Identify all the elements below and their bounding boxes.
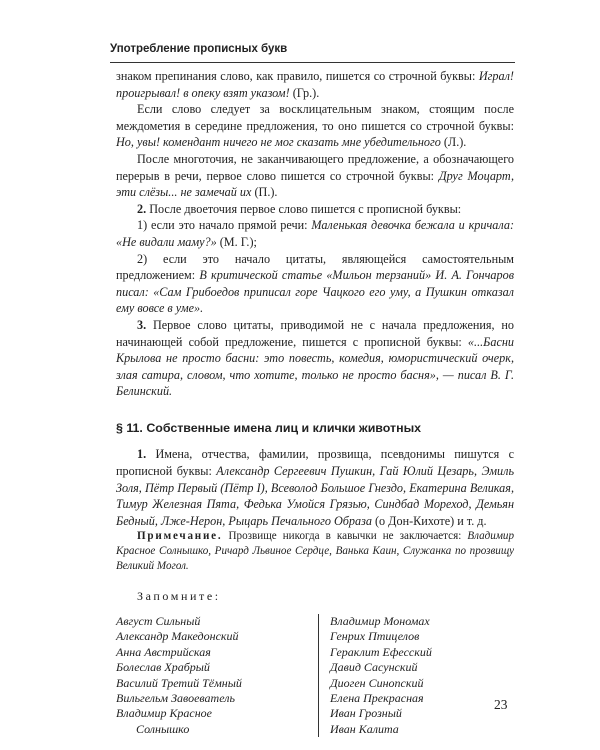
paragraph-7	[116, 317, 514, 400]
list-item: Иван Грозный	[330, 706, 402, 721]
list-item: Владимир Мономах	[330, 614, 430, 629]
note-text: Прозвище никогда в кавычки не заключается:	[222, 530, 468, 543]
paragraph-6	[116, 251, 514, 317]
list-item: Елена Прекрасная	[330, 691, 424, 706]
paragraph-2	[116, 101, 514, 151]
example: Но, увы! комендант ничего не мог сказать мне убедительного	[116, 135, 441, 150]
header-rule	[110, 62, 515, 63]
list-item: Диоген Синопский	[330, 675, 424, 690]
remember-left-column	[116, 614, 319, 737]
example: Играл! проигрывал! в опеку взят указом!	[116, 69, 514, 100]
text: После двоеточия первое слово пишется с прописной буквы:	[146, 201, 462, 216]
paragraph-4	[116, 201, 514, 218]
text: После многоточия, не заканчивающего предложение, а обозначающего перерыв в речи, первое слово пишется со строчной буквы:	[116, 151, 514, 183]
note-title: Примечание.	[137, 530, 223, 543]
example: Александр Сергеевич Пушкин, Гай Юлий Цезарь, Эмиль Золя, Пётр Первый (Пётр I), Всеволод Большое Гнездо, Екатерина Великая, Тимур Железная Пята, Федька Умойся Грязью, Синдбад Мореход, Демьян Бедный, Лже-Нерон, Рыцарь Печального Образа	[116, 464, 514, 528]
list-item: Август Сильный	[116, 614, 201, 629]
section-heading: § 11. Собственные имена лиц и клички животных	[116, 420, 422, 435]
remember-columns	[116, 614, 514, 737]
paragraph-3	[116, 151, 514, 201]
text: (Л.).	[440, 135, 467, 150]
rule-number: 3.	[137, 317, 147, 332]
paragraph-5	[116, 217, 514, 250]
list-item: Болеслав Храбрый	[116, 660, 210, 675]
paragraph-1	[116, 68, 514, 101]
page-content	[116, 68, 514, 737]
example: В критической статье «Мильон терзаний» И. А. Гончаров писал: «Сам Грибоедов приписал горе Чацкого его уму, а Пушкин отказал ему вовсе в уме».	[116, 268, 514, 316]
running-header: Употребление прописных букв	[110, 43, 288, 55]
list-item: Давид Сасунский	[330, 660, 418, 675]
list-item: Василий Третий Тёмный	[116, 675, 242, 690]
remember-right-column	[319, 614, 432, 737]
text: (Гр.).	[289, 85, 320, 100]
list-item: Владимир Красное	[116, 706, 213, 721]
note	[116, 529, 514, 574]
text: 1) если это начало прямой речи:	[137, 218, 312, 233]
list-item: Александр Македонский	[116, 629, 239, 644]
section-paragraph-1	[116, 446, 514, 529]
page-number: 23	[494, 697, 508, 712]
text: Если слово следует за восклицательным знаком, стоящим после междометия в середине предложения, то оно пишется со строчной буквы:	[116, 102, 514, 133]
text: Имена, отчества, фамилии, прозвища, псевдонимы пишутся с прописной буквы:	[116, 447, 514, 479]
text: Первое слово цитаты, приводимой не с начала предложения, но начинающей собой предложение, пишется с прописной буквы:	[116, 317, 514, 349]
list-item: Анна Австрийская	[116, 644, 211, 659]
note-examples: Владимир Красное Солнышко, Ричард Львиное Сердце, Ванька Каин, Служанка по прозвищу Великий Могол.	[116, 530, 514, 573]
example: «...Басни Крылова не просто басни: это повесть, комедия, юмористический очерк, злая сатира, словом, что хотите, только не просто басня», — писал В. Г. Белинский.	[116, 334, 514, 399]
list-item: Гераклит Ефесский	[330, 644, 432, 659]
example: Друг Моцарт, эти слёзы... не замечай их	[116, 168, 514, 200]
list-item: Генрих Птицелов	[330, 629, 420, 644]
list-item: Вильгельм Завоеватель	[116, 691, 235, 706]
text: знаком препинания слово, как правило, пишется со строчной буквы:	[116, 69, 479, 83]
text: (П.).	[251, 185, 278, 200]
text: 2) если это начало цитаты, являющейся самостоятельным предложением:	[116, 251, 514, 283]
remember-title: Запомните:	[137, 589, 221, 604]
text: (М. Г.);	[216, 234, 257, 249]
rule-number: 2.	[137, 201, 147, 216]
list-item-continuation: Солнышко	[136, 721, 190, 736]
list-item: Иван Калита	[330, 721, 399, 736]
example: Маленькая девочка бежала и кричала: «Не видали маму?»	[116, 218, 514, 249]
text: (о Дон-Кихоте) и т. д.	[371, 513, 487, 528]
rule-number: 1.	[137, 447, 147, 462]
